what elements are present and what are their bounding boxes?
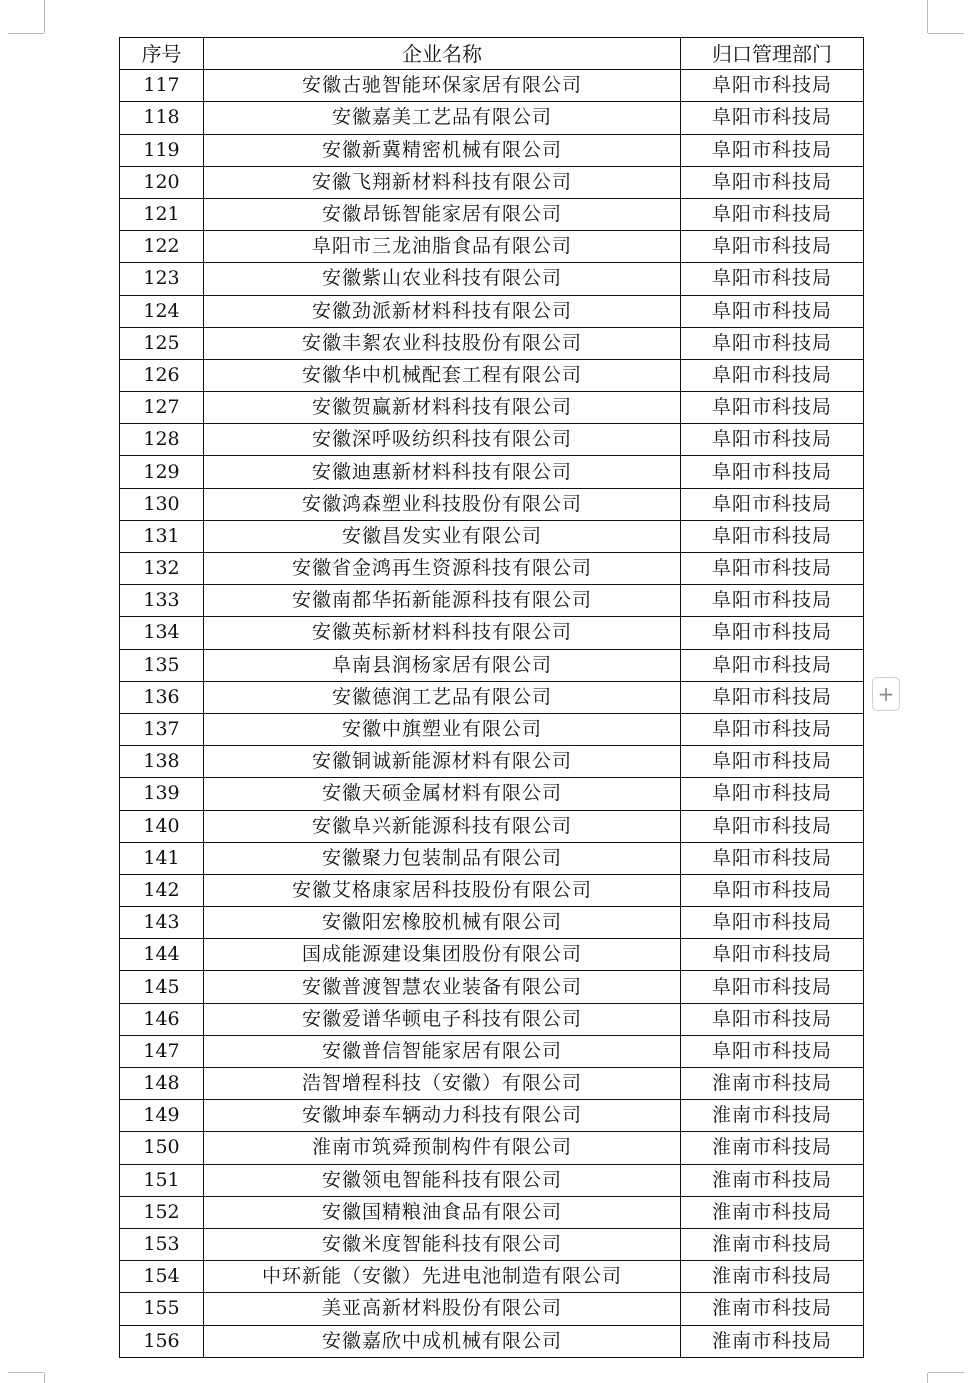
department-cell: 阜阳市科技局: [681, 939, 864, 971]
serial-number-cell: 130: [120, 488, 204, 520]
department-cell: 阜阳市科技局: [681, 198, 864, 230]
department-cell: 阜阳市科技局: [681, 134, 864, 166]
department-cell: 淮南市科技局: [681, 1196, 864, 1228]
department-cell: 淮南市科技局: [681, 1293, 864, 1325]
department-cell: 阜阳市科技局: [681, 166, 864, 198]
page-corner-mark: [44, 1373, 45, 1383]
department-cell: 淮南市科技局: [681, 1164, 864, 1196]
serial-number-cell: 153: [120, 1228, 204, 1260]
enterprise-name-cell: 安徽爱谱华顿电子科技有限公司: [204, 1003, 681, 1035]
serial-number-cell: 151: [120, 1164, 204, 1196]
table-row: [120, 1100, 864, 1132]
department-cell: 阜阳市科技局: [681, 424, 864, 456]
serial-number-cell: 124: [120, 295, 204, 327]
serial-number-cell: 127: [120, 392, 204, 424]
enterprise-name-cell: 安徽昂铄智能家居有限公司: [204, 198, 681, 230]
enterprise-name-cell: 安徽嘉欣中成机械有限公司: [204, 1325, 681, 1357]
department-cell: 阜阳市科技局: [681, 553, 864, 585]
table-row: [120, 1325, 864, 1357]
department-cell: 阜阳市科技局: [681, 456, 864, 488]
serial-number-cell: 149: [120, 1100, 204, 1132]
table-row: [120, 1261, 864, 1293]
table-row: [120, 778, 864, 810]
page-corner-mark: [8, 33, 44, 34]
enterprise-name-cell: 安徽鸿森塑业科技股份有限公司: [204, 488, 681, 520]
enterprise-name-cell: 安徽德润工艺品有限公司: [204, 681, 681, 713]
table-row: [120, 649, 864, 681]
table-row: [120, 166, 864, 198]
department-cell: 阜阳市科技局: [681, 392, 864, 424]
table-row: [120, 939, 864, 971]
enterprise-name-cell: 安徽劲派新材料科技有限公司: [204, 295, 681, 327]
department-cell: 淮南市科技局: [681, 1132, 864, 1164]
enterprise-name-cell: 安徽迪惠新材料科技有限公司: [204, 456, 681, 488]
serial-number-cell: 156: [120, 1325, 204, 1357]
department-cell: 阜阳市科技局: [681, 263, 864, 295]
serial-number-cell: 125: [120, 327, 204, 359]
table-row: [120, 263, 864, 295]
department-cell: 阜阳市科技局: [681, 102, 864, 134]
serial-number-cell: 120: [120, 166, 204, 198]
serial-number-cell: 132: [120, 553, 204, 585]
table-row: [120, 359, 864, 391]
table-row: [120, 907, 864, 939]
department-cell: 阜阳市科技局: [681, 520, 864, 552]
table-row: [120, 1196, 864, 1228]
enterprise-name-cell: 安徽嘉美工艺品有限公司: [204, 102, 681, 134]
table-row: [120, 102, 864, 134]
department-cell: 阜阳市科技局: [681, 327, 864, 359]
department-cell: 阜阳市科技局: [681, 810, 864, 842]
enterprise-table-container: [119, 37, 863, 1358]
serial-number-cell: 142: [120, 874, 204, 906]
table-row: [120, 1164, 864, 1196]
enterprise-name-cell: 安徽中旗塑业有限公司: [204, 713, 681, 745]
enterprise-name-cell: 安徽艾格康家居科技股份有限公司: [204, 874, 681, 906]
enterprise-name-cell: 安徽铜诚新能源材料有限公司: [204, 746, 681, 778]
table-row: [120, 1035, 864, 1067]
department-cell: 阜阳市科技局: [681, 70, 864, 102]
serial-number-cell: 131: [120, 520, 204, 552]
table-row: [120, 746, 864, 778]
page-corner-mark: [8, 1372, 44, 1373]
department-cell: 阜阳市科技局: [681, 231, 864, 263]
enterprise-name-cell: 阜南县润杨家居有限公司: [204, 649, 681, 681]
table-body: [120, 70, 864, 1358]
table-row: [120, 585, 864, 617]
serial-number-cell: 146: [120, 1003, 204, 1035]
enterprise-name-cell: 安徽古驰智能环保家居有限公司: [204, 70, 681, 102]
serial-number-cell: 141: [120, 842, 204, 874]
serial-number-cell: 123: [120, 263, 204, 295]
department-cell: 阜阳市科技局: [681, 842, 864, 874]
header-serial-number: 序号: [120, 38, 204, 70]
department-cell: 阜阳市科技局: [681, 681, 864, 713]
serial-number-cell: 122: [120, 231, 204, 263]
department-cell: 淮南市科技局: [681, 1228, 864, 1260]
table-header-row: [120, 38, 864, 70]
serial-number-cell: 136: [120, 681, 204, 713]
department-cell: 阜阳市科技局: [681, 907, 864, 939]
enterprise-name-cell: 安徽南都华拓新能源科技有限公司: [204, 585, 681, 617]
enterprise-name-cell: 安徽省金鸿再生资源科技有限公司: [204, 553, 681, 585]
serial-number-cell: 129: [120, 456, 204, 488]
table-row: [120, 488, 864, 520]
table-row: [120, 1293, 864, 1325]
serial-number-cell: 140: [120, 810, 204, 842]
serial-number-cell: 145: [120, 971, 204, 1003]
serial-number-cell: 135: [120, 649, 204, 681]
serial-number-cell: 147: [120, 1035, 204, 1067]
page-corner-mark: [928, 1372, 964, 1373]
enterprise-name-cell: 中环新能（安徽）先进电池制造有限公司: [204, 1261, 681, 1293]
table-row: [120, 553, 864, 585]
serial-number-cell: 154: [120, 1261, 204, 1293]
table-row: [120, 810, 864, 842]
department-cell: 阜阳市科技局: [681, 359, 864, 391]
serial-number-cell: 138: [120, 746, 204, 778]
department-cell: 阜阳市科技局: [681, 1003, 864, 1035]
department-cell: 淮南市科技局: [681, 1100, 864, 1132]
enterprise-name-cell: 安徽新冀精密机械有限公司: [204, 134, 681, 166]
department-cell: 阜阳市科技局: [681, 778, 864, 810]
serial-number-cell: 152: [120, 1196, 204, 1228]
table-row: [120, 617, 864, 649]
plus-icon: +: [877, 682, 895, 706]
table-row: [120, 70, 864, 102]
department-cell: 阜阳市科技局: [681, 971, 864, 1003]
serial-number-cell: 118: [120, 102, 204, 134]
enterprise-name-cell: 安徽紫山农业科技有限公司: [204, 263, 681, 295]
enterprise-name-cell: 安徽天硕金属材料有限公司: [204, 778, 681, 810]
enterprise-name-cell: 安徽丰絮农业科技股份有限公司: [204, 327, 681, 359]
enterprise-name-cell: 安徽阜兴新能源科技有限公司: [204, 810, 681, 842]
enterprise-name-cell: 安徽阳宏橡胶机械有限公司: [204, 907, 681, 939]
enterprise-name-cell: 国成能源建设集团股份有限公司: [204, 939, 681, 971]
enterprise-name-cell: 阜阳市三龙油脂食品有限公司: [204, 231, 681, 263]
serial-number-cell: 128: [120, 424, 204, 456]
table-row: [120, 327, 864, 359]
department-cell: 淮南市科技局: [681, 1261, 864, 1293]
serial-number-cell: 121: [120, 198, 204, 230]
table-row: [120, 681, 864, 713]
enterprise-name-cell: 安徽昌发实业有限公司: [204, 520, 681, 552]
department-cell: 阜阳市科技局: [681, 746, 864, 778]
page-corner-mark: [927, 0, 928, 33]
serial-number-cell: 133: [120, 585, 204, 617]
serial-number-cell: 137: [120, 713, 204, 745]
enterprise-name-cell: 安徽普渡智慧农业装备有限公司: [204, 971, 681, 1003]
enterprise-name-cell: 安徽贺赢新材料科技有限公司: [204, 392, 681, 424]
serial-number-cell: 117: [120, 70, 204, 102]
table-row: [120, 295, 864, 327]
enterprise-name-cell: 安徽飞翔新材料科技有限公司: [204, 166, 681, 198]
table-row: [120, 874, 864, 906]
add-row-button[interactable]: [872, 677, 900, 711]
table-row: [120, 1132, 864, 1164]
header-department: 归口管理部门: [681, 38, 864, 70]
department-cell: 阜阳市科技局: [681, 295, 864, 327]
serial-number-cell: 143: [120, 907, 204, 939]
enterprise-name-cell: 安徽坤泰车辆动力科技有限公司: [204, 1100, 681, 1132]
table-row: [120, 456, 864, 488]
page-corner-mark: [928, 33, 964, 34]
enterprise-name-cell: 安徽华中机械配套工程有限公司: [204, 359, 681, 391]
department-cell: 阜阳市科技局: [681, 617, 864, 649]
enterprise-name-cell: 浩智增程科技（安徽）有限公司: [204, 1068, 681, 1100]
table-row: [120, 971, 864, 1003]
department-cell: 阜阳市科技局: [681, 649, 864, 681]
department-cell: 阜阳市科技局: [681, 874, 864, 906]
enterprise-name-cell: 淮南市筑舜预制构件有限公司: [204, 1132, 681, 1164]
table-row: [120, 1068, 864, 1100]
serial-number-cell: 155: [120, 1293, 204, 1325]
serial-number-cell: 139: [120, 778, 204, 810]
table-row: [120, 198, 864, 230]
enterprise-table: [119, 37, 864, 1358]
department-cell: 阜阳市科技局: [681, 488, 864, 520]
enterprise-name-cell: 美亚高新材料股份有限公司: [204, 1293, 681, 1325]
table-row: [120, 1228, 864, 1260]
page-corner-mark: [927, 1373, 928, 1383]
enterprise-name-cell: 安徽深呼吸纺织科技有限公司: [204, 424, 681, 456]
table-row: [120, 134, 864, 166]
serial-number-cell: 150: [120, 1132, 204, 1164]
table-row: [120, 842, 864, 874]
enterprise-name-cell: 安徽英标新材料科技有限公司: [204, 617, 681, 649]
enterprise-name-cell: 安徽普信智能家居有限公司: [204, 1035, 681, 1067]
department-cell: 阜阳市科技局: [681, 713, 864, 745]
table-row: [120, 231, 864, 263]
enterprise-name-cell: 安徽米度智能科技有限公司: [204, 1228, 681, 1260]
table-row: [120, 392, 864, 424]
serial-number-cell: 148: [120, 1068, 204, 1100]
department-cell: 阜阳市科技局: [681, 1035, 864, 1067]
department-cell: 阜阳市科技局: [681, 585, 864, 617]
table-row: [120, 713, 864, 745]
department-cell: 淮南市科技局: [681, 1068, 864, 1100]
serial-number-cell: 134: [120, 617, 204, 649]
table-row: [120, 1003, 864, 1035]
serial-number-cell: 126: [120, 359, 204, 391]
table-row: [120, 424, 864, 456]
header-enterprise-name: 企业名称: [204, 38, 681, 70]
page-corner-mark: [44, 0, 45, 33]
enterprise-name-cell: 安徽领电智能科技有限公司: [204, 1164, 681, 1196]
enterprise-name-cell: 安徽聚力包装制品有限公司: [204, 842, 681, 874]
serial-number-cell: 119: [120, 134, 204, 166]
department-cell: 淮南市科技局: [681, 1325, 864, 1357]
serial-number-cell: 144: [120, 939, 204, 971]
enterprise-name-cell: 安徽国精粮油食品有限公司: [204, 1196, 681, 1228]
table-row: [120, 520, 864, 552]
